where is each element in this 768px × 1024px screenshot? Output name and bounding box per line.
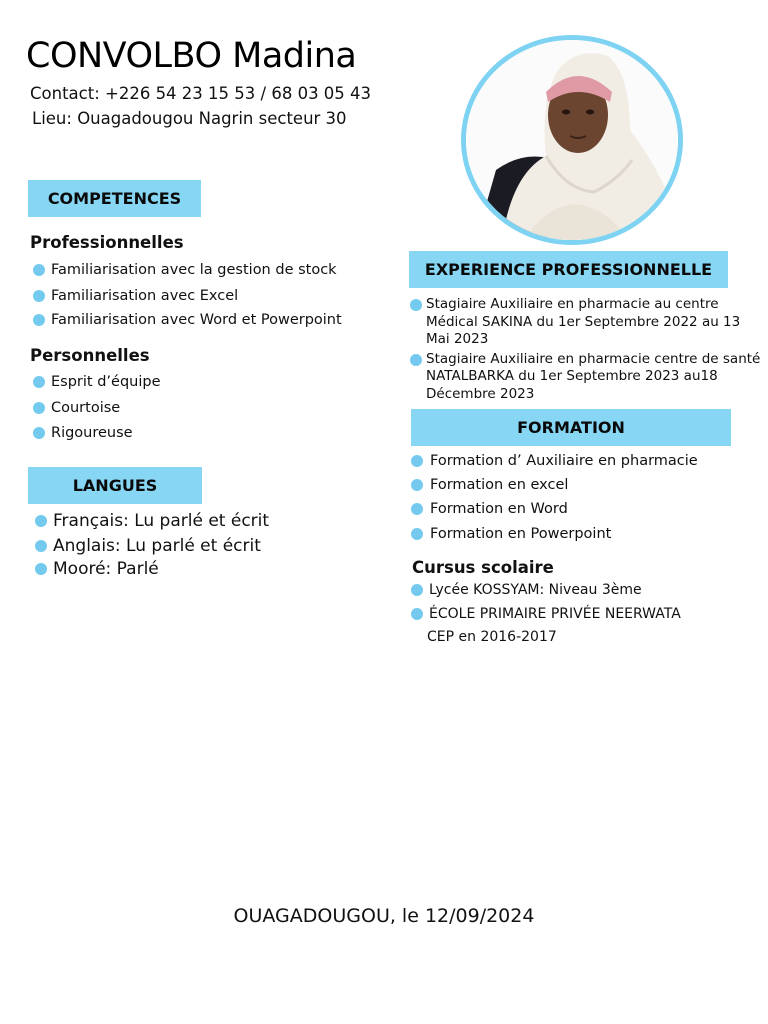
list-item: Rigoureuse: [33, 423, 161, 443]
portrait-image: [466, 40, 678, 240]
competences-header: COMPETENCES: [28, 180, 201, 217]
list-item: Courtoise: [33, 398, 161, 418]
list-item: Mooré: Parlé: [35, 558, 269, 580]
list-item: Stagiaire Auxiliaire en pharmacie centre de santé NATALBARKA du 1er Septembre 2023 au18 Décembre 2023: [410, 351, 762, 404]
list-item: ÉCOLE PRIMAIRE PRIVÉE NEERWATA: [411, 605, 681, 623]
list-item: Formation en Powerpoint: [411, 524, 698, 544]
list-item: Stagiaire Auxiliaire en pharmacie au centre Médical SAKINA du 1er Septembre 2022 au 13 Mai 2023: [410, 296, 762, 349]
list-item: Formation en excel: [411, 475, 698, 495]
bullet-icon: [410, 354, 422, 366]
formation-header: FORMATION: [411, 409, 731, 446]
bullet-icon: [35, 515, 47, 527]
bullet-icon: [411, 584, 423, 596]
cursus-continuation: CEP en 2016-2017: [427, 629, 557, 645]
bullet-icon: [33, 290, 45, 302]
bullet-icon: [33, 314, 45, 326]
candidate-name: CONVOLBO Madina: [26, 36, 357, 76]
experience-header: EXPERIENCE PROFESSIONNELLE: [409, 251, 728, 288]
bullet-icon: [35, 563, 47, 575]
profile-photo: [461, 35, 683, 245]
languages-header: LANGUES: [28, 467, 202, 504]
formation-list: [411, 451, 698, 544]
bullet-icon: [33, 376, 45, 388]
location-line: Lieu: Ouagadougou Nagrin secteur 30: [32, 109, 347, 128]
list-item: Lycée KOSSYAM: Niveau 3ème: [411, 581, 681, 599]
personal-skills-title: Personnelles: [30, 346, 150, 365]
professional-skills-list: [33, 260, 342, 330]
cursus-list: [411, 581, 681, 645]
place-date: OUAGADOUGOU, le 12/09/2024: [233, 905, 535, 927]
bullet-icon: [411, 608, 423, 620]
list-item: Esprit d’équipe: [33, 372, 161, 392]
bullet-icon: [33, 264, 45, 276]
bullet-icon: [411, 503, 423, 515]
bullet-icon: [411, 455, 423, 467]
list-item: Familiarisation avec la gestion de stock: [33, 260, 342, 280]
professional-skills-title: Professionnelles: [30, 233, 184, 252]
experience-list: [410, 296, 762, 403]
personal-skills-list: [33, 372, 161, 443]
list-item: Familiarisation avec Word et Powerpoint: [33, 310, 342, 330]
cursus-title: Cursus scolaire: [412, 558, 554, 577]
languages-list: [35, 510, 269, 580]
contact-line: Contact: +226 54 23 15 53 / 68 03 05 43: [30, 84, 372, 103]
bullet-icon: [33, 402, 45, 414]
list-item: Formation en Word: [411, 499, 698, 519]
list-item: Familiarisation avec Excel: [33, 286, 342, 306]
list-item: Français: Lu parlé et écrit: [35, 510, 269, 532]
list-item: Anglais: Lu parlé et écrit: [35, 535, 269, 557]
bullet-icon: [411, 528, 423, 540]
bullet-icon: [411, 479, 423, 491]
bullet-icon: [410, 299, 422, 311]
bullet-icon: [33, 427, 45, 439]
bullet-icon: [35, 540, 47, 552]
list-item: Formation d’ Auxiliaire en pharmacie: [411, 451, 698, 471]
